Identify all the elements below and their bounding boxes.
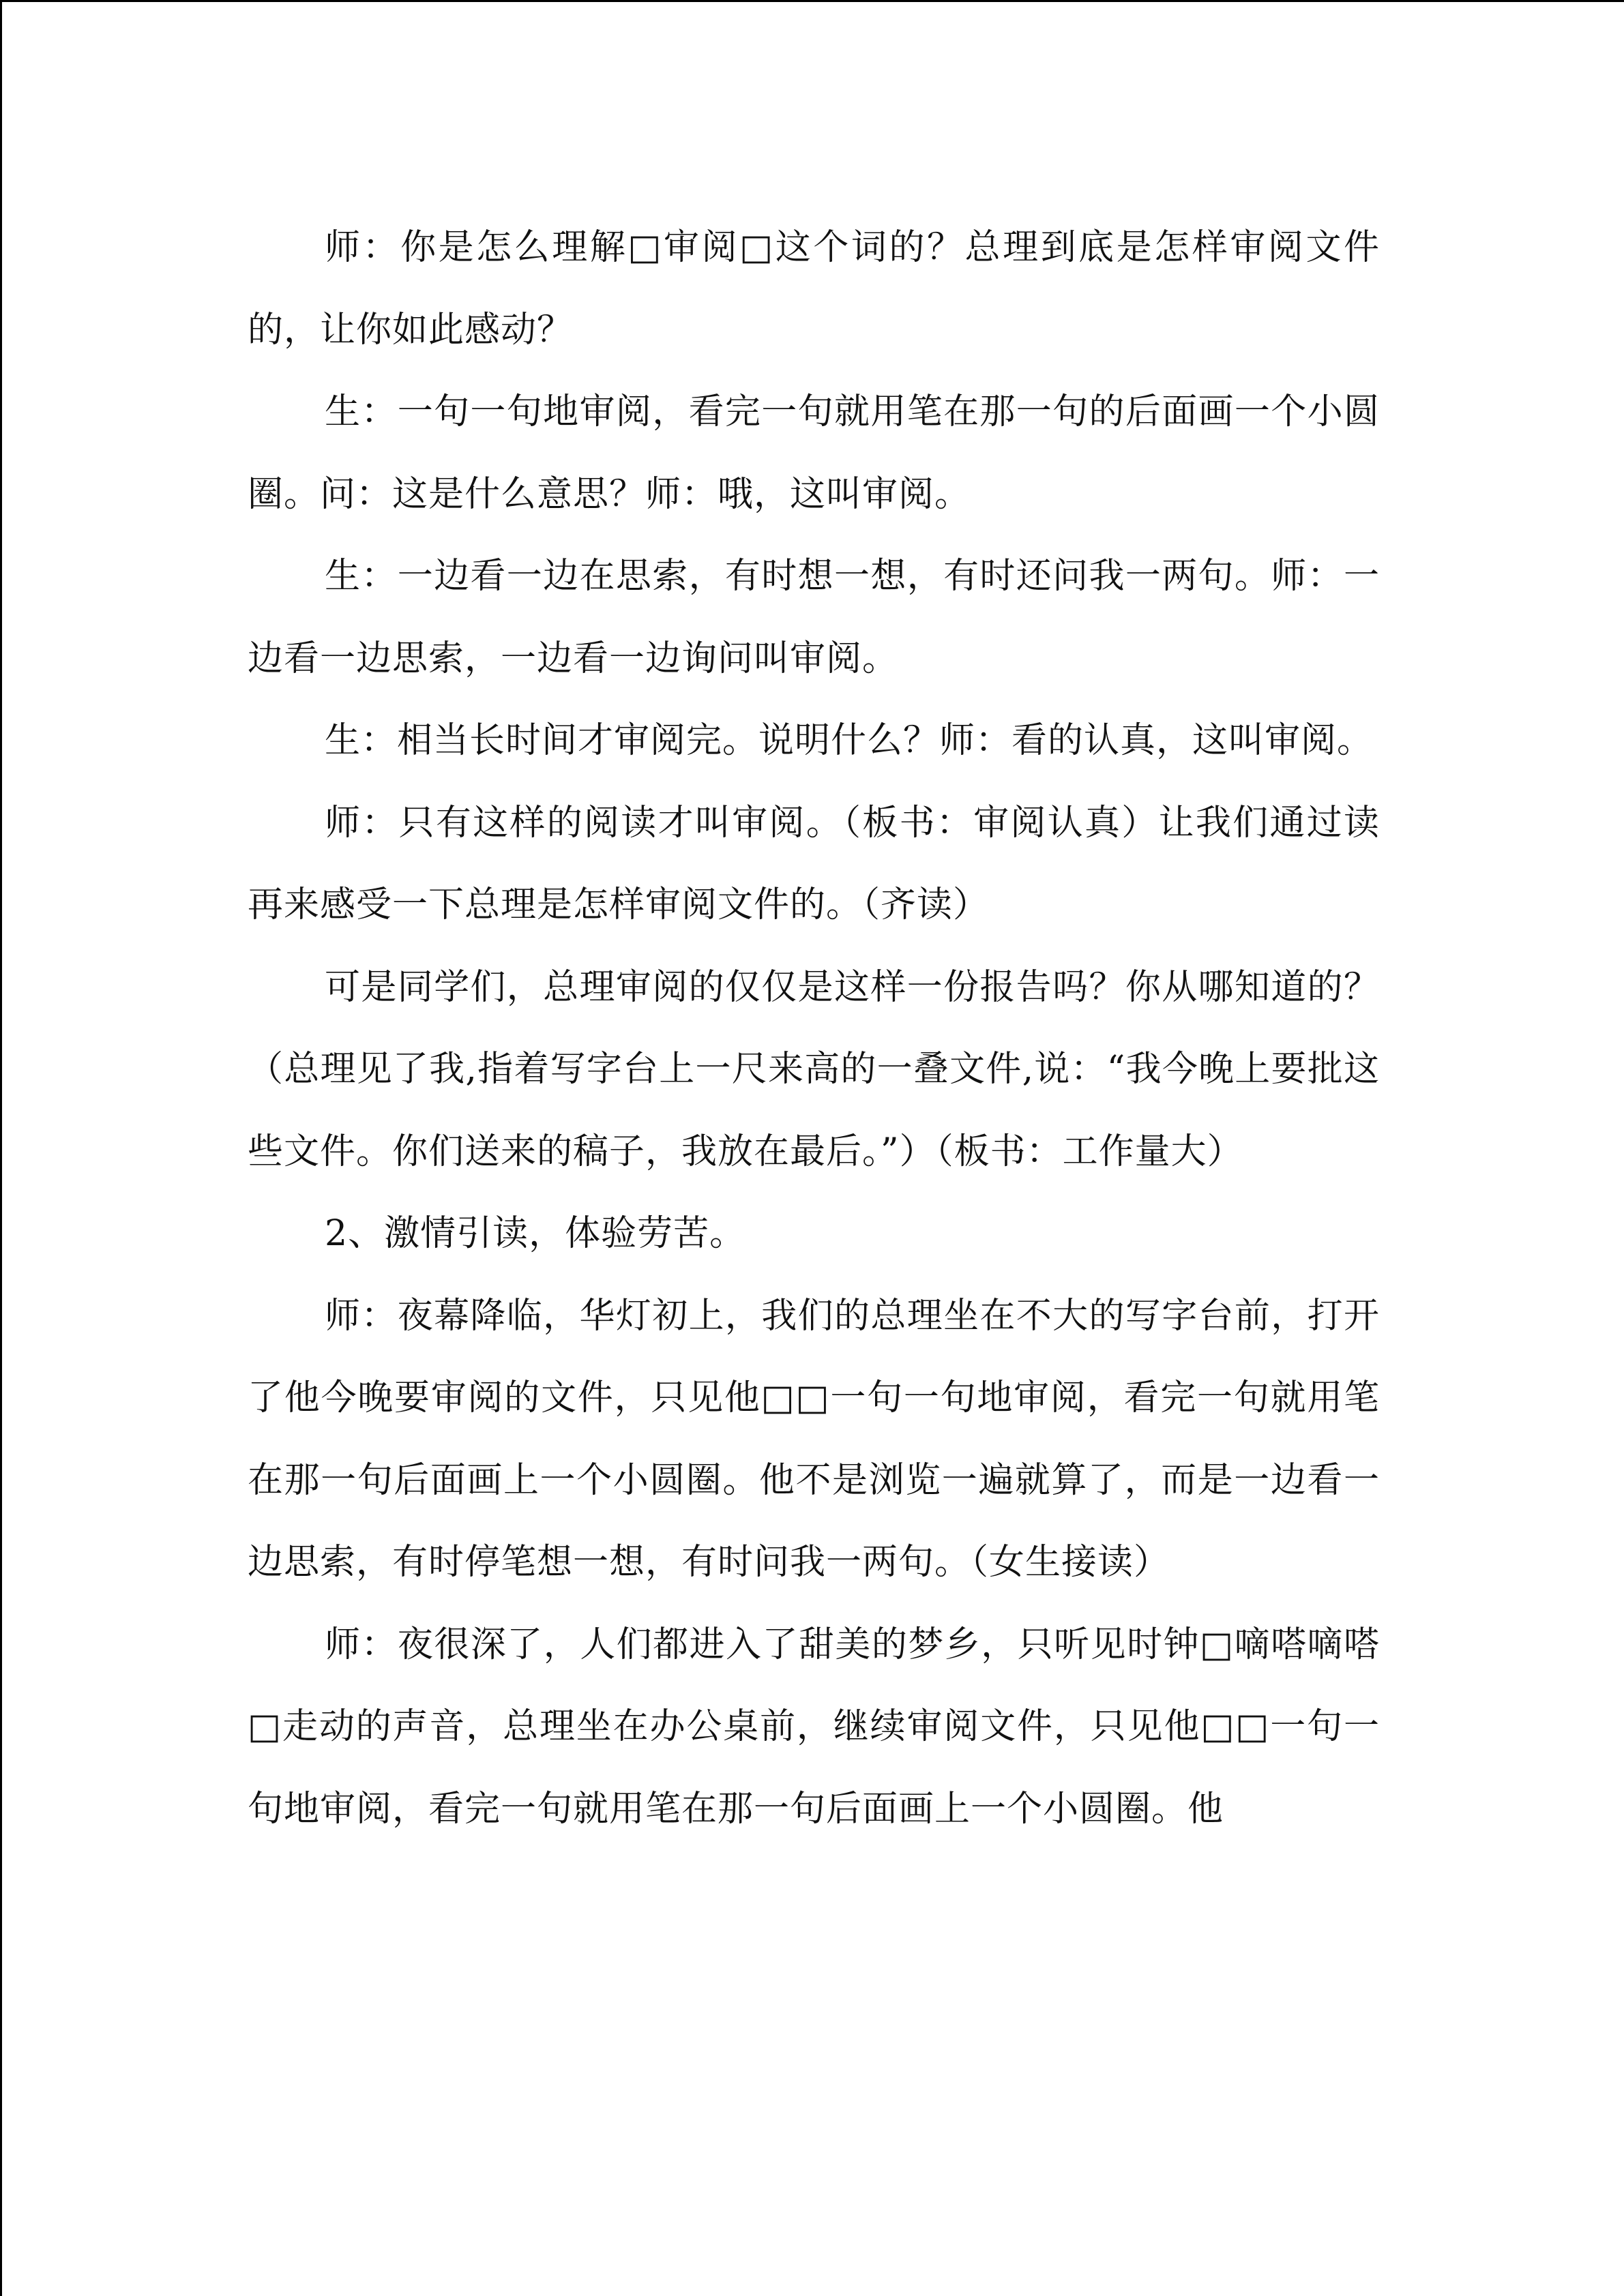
paragraph-3: 生：一边看一边在思索，有时想一想，有时还问我一两句。师：一边看一边思索，一边看一边询问叫审阅。	[248, 556, 1380, 679]
paragraph-9: 师：夜很深了，人们都进入了甜美的梦乡，只听见时钟□嘀嗒嘀嗒□走动的声音，总理坐在办公桌前，继续审阅文件，只见他□□一句一句地审阅，看完一句就用笔在那一句后面画上一个小圆圈。他	[248, 1624, 1380, 1830]
document-body	[248, 207, 1380, 1850]
paragraph-7: 2、激情引读，体验劳苦。	[325, 1213, 746, 1254]
paragraph-2: 生：一句一句地审阅，看完一句就用笔在那一句的后面画一个小圆圈。问：这是什么意思？师：哦，这叫审阅。	[248, 391, 1380, 515]
paragraph-6: 可是同学们，总理审阅的仅仅是这样一份报告吗？你从哪知道的？（总理见了我,指着写字台上一尺来高的一叠文件,说：“我今晚上要批这些文件。你们送来的稿子，我放在最后。”）（板书：工作量大）	[248, 966, 1380, 1172]
paragraph-8: 师：夜幕降临，华灯初上，我们的总理坐在不大的写字台前，打开了他今晚要审阅的文件，只见他□□一句一句地审阅，看完一句就用笔在那一句后面画上一个小圆圈。他不是浏览一遍就算了，而是一边看一边思索，有时停笔想一想，有时问我一两句。（女生接读）	[248, 1295, 1380, 1583]
paragraph-4: 生：相当长时间才审阅完。说明什么？师：看的认真，这叫审阅。	[325, 720, 1374, 761]
paragraph-5: 师：只有这样的阅读才叫审阅。（板书：审阅认真）让我们通过读再来感受一下总理是怎样审阅文件的。（齐读）	[248, 802, 1380, 925]
paragraph-1: 师：你是怎么理解□审阅□这个词的？总理到底是怎样审阅文件的，让你如此感动？	[248, 227, 1380, 351]
